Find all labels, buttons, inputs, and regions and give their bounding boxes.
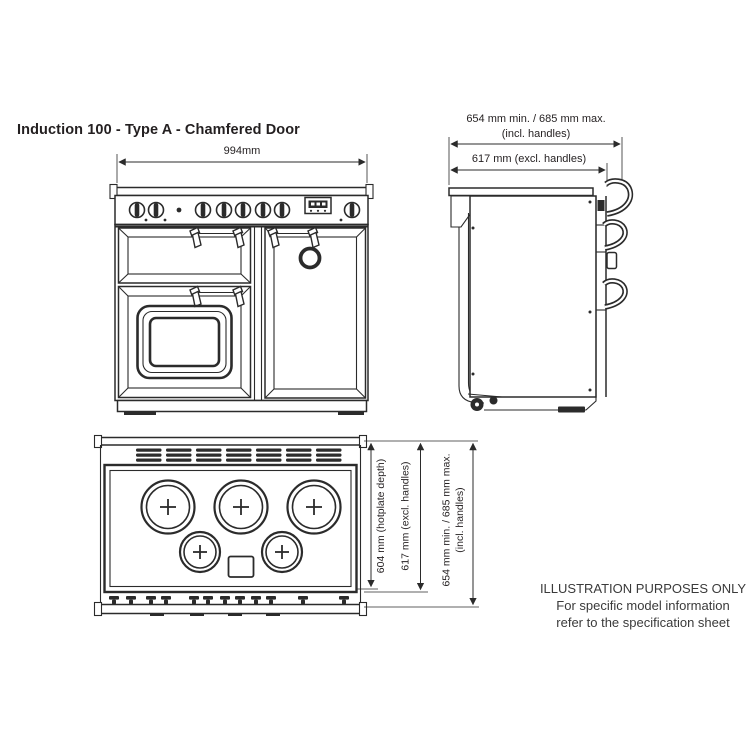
panel-dot <box>145 219 148 222</box>
plan-foot-mark <box>228 614 242 617</box>
control-panel <box>115 196 368 225</box>
disclaimer-line-3: refer to the specification sheet <box>556 615 730 630</box>
hob-control-area <box>229 557 254 578</box>
hob-zone-small <box>262 532 302 572</box>
drawing-title: Induction 100 - Type A - Chamfered Door <box>17 122 300 138</box>
hob-zone-small <box>180 532 220 572</box>
screw <box>472 227 475 230</box>
side-depth-incl-label-line2: (incl. handles) <box>501 128 571 140</box>
side-depth-incl-label-line1: 654 mm min. / 685 mm max. <box>466 113 606 125</box>
knob <box>256 203 271 218</box>
plan-foot-mark <box>190 614 204 617</box>
panel-dot <box>340 219 343 222</box>
side-worktop <box>449 188 593 196</box>
side-depth-incl-dimension <box>449 113 622 185</box>
plan-foot-mark <box>150 614 164 617</box>
plan-depth-incl-label-line2: (incl. handles) <box>454 487 466 553</box>
plan-front-rail <box>97 605 364 614</box>
plan-knob-row <box>109 596 349 604</box>
oven-door <box>119 287 251 398</box>
hotplate <box>105 465 357 592</box>
front-foot <box>124 412 156 416</box>
plan-foot-mark <box>266 614 280 617</box>
screw <box>589 389 592 392</box>
front-plinth <box>118 401 367 412</box>
hob-zone-large <box>288 481 341 534</box>
knob <box>130 203 145 218</box>
vent-grilles <box>136 449 342 462</box>
plan-hotplate-depth-label: 604 mm (hotplate depth) <box>375 458 387 574</box>
side-handles <box>604 181 630 307</box>
side-knob-profile <box>607 253 617 269</box>
disclaimer-line-1: ILLUSTRATION PURPOSES ONLY <box>539 581 747 596</box>
screw <box>589 201 592 204</box>
side-body <box>470 196 596 397</box>
screw <box>472 373 475 376</box>
side-view <box>449 113 630 413</box>
front-width-dimension <box>117 145 367 183</box>
side-depth-excl-label: 617 mm (excl. handles) <box>471 153 587 165</box>
front-top-rail <box>113 188 371 196</box>
front-width-dimension-label: 994mm <box>223 145 261 157</box>
knob <box>275 203 290 218</box>
plan-rail-cap <box>360 603 367 616</box>
knob <box>149 203 164 218</box>
side-depth-excl-dimension <box>451 153 607 187</box>
panel-dot <box>164 219 167 222</box>
right-oven-door <box>265 228 366 399</box>
disclaimer-note <box>540 581 746 630</box>
side-control-block <box>598 200 605 211</box>
knob <box>345 203 360 218</box>
plan-depth-incl-label-line1: 654 mm min. / 685 mm max. <box>440 453 453 587</box>
plan-back-rail <box>97 438 364 446</box>
plan-rail-cap <box>95 603 102 616</box>
front-view <box>110 145 373 415</box>
plan-depth-excl-label: 617 mm (excl. handles) <box>399 461 412 571</box>
plan-view <box>95 436 480 617</box>
plan-depth-dimensions <box>357 441 479 607</box>
grill-door <box>119 228 251 284</box>
screw <box>589 311 592 314</box>
knob <box>196 203 211 218</box>
hob-zone-large <box>215 481 268 534</box>
disclaimer-line-2: For specific model information <box>556 598 730 613</box>
panel-button <box>177 208 182 213</box>
front-foot <box>338 412 364 416</box>
hob-zone-large <box>142 481 195 534</box>
knob <box>217 203 232 218</box>
clock-display <box>305 198 331 214</box>
side-front-foot <box>558 407 585 413</box>
knob <box>236 203 251 218</box>
